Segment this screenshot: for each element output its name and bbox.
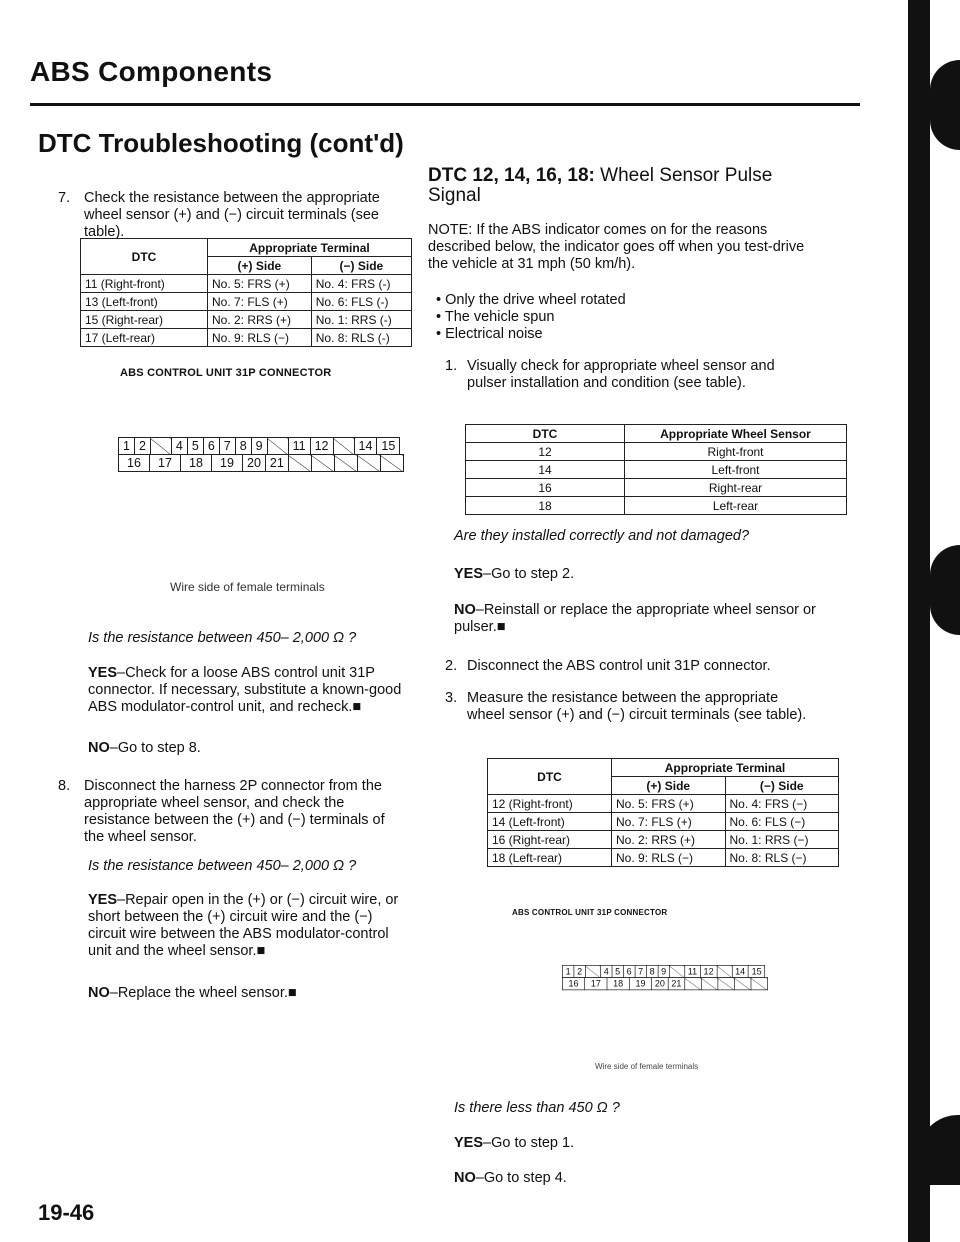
page-number: 19-46: [38, 1200, 95, 1225]
terminal-cell: 17: [150, 455, 181, 472]
table-row: [466, 443, 847, 461]
terminal-cell: 14: [354, 438, 377, 455]
step-text: Disconnect the harness 2P connector from the appropriate wheel sensor, and check the resistance between the (+) and (−) terminals of the wheel sensor.: [84, 778, 385, 845]
table-row: [466, 497, 847, 515]
step-3: [445, 690, 815, 724]
terminal-cell-blank: [288, 455, 311, 472]
no-text: –Reinstall or replace the appropriate wheel sensor or pulser.■: [454, 602, 816, 635]
terminal-cell: 16: [119, 455, 150, 472]
table-cell: 17 (Left-rear): [81, 329, 208, 347]
terminal-cell: 4: [600, 965, 611, 977]
terminal-table-left: [80, 238, 412, 347]
terminal-cell: 7: [219, 438, 235, 455]
table-cell: No. 9: RLS (−): [612, 849, 726, 867]
answer-yes-1-left: [88, 665, 413, 716]
step-number: 1.: [445, 358, 458, 374]
yes-text: –Check for a loose ABS control unit 31P connector. If necessary, substitute a known-good ABS modulator-control unit, and recheck.■: [88, 665, 402, 715]
terminal-cell-blank: [380, 455, 403, 472]
table-cell: No. 5: FRS (+): [208, 275, 312, 293]
terminal-cell: 8: [235, 438, 251, 455]
bullet-item: • Electrical noise: [436, 326, 543, 342]
step-7: [58, 190, 398, 241]
table-header-dtc: DTC: [466, 425, 625, 443]
table-header-plus: (+) Side: [612, 777, 726, 795]
table-cell: No. 8: RLS (−): [725, 849, 839, 867]
table-row: [466, 461, 847, 479]
yes-label: YES: [454, 1135, 484, 1151]
table-row: [81, 275, 412, 293]
connector-caption-bottom: Wire side of female terminals: [170, 580, 325, 594]
terminal-cell: 21: [668, 978, 684, 990]
no-label: NO: [454, 602, 476, 618]
bullet-text: Electrical noise: [445, 326, 543, 342]
question-1-right: Are they installed correctly and not damaged?: [454, 528, 750, 544]
step-2: [445, 658, 825, 675]
table-header-minus: (−) Side: [311, 257, 411, 275]
connector-grid-top: [118, 437, 400, 455]
yes-label: YES: [88, 665, 118, 681]
terminal-cell: 16: [562, 978, 584, 990]
table-cell: 12: [466, 443, 625, 461]
wheel-sensor-table: [465, 424, 847, 515]
table-cell: No. 2: RRS (+): [208, 311, 312, 329]
table-cell: No. 7: FLS (+): [208, 293, 312, 311]
terminal-cell: 12: [310, 438, 333, 455]
table-cell: 18 (Left-rear): [488, 849, 612, 867]
connector-diagram: [118, 437, 404, 472]
no-label: NO: [88, 985, 110, 1001]
connector-grid-bottom: [118, 454, 404, 472]
step-text: Check the resistance between the appropriate wheel sensor (+) and (−) circuit terminals (see table).: [84, 190, 380, 240]
bullet-item: • The vehicle spun: [436, 309, 555, 325]
terminal-cell-blank: [585, 965, 600, 977]
connector-grid-top: [562, 965, 765, 978]
terminal-cell-blank: [751, 978, 768, 990]
terminal-cell: 1: [119, 438, 135, 455]
yes-text: –Go to step 2.: [483, 566, 575, 582]
table-cell: No. 4: FRS (-): [311, 275, 411, 293]
terminal-cell-blank: [311, 455, 334, 472]
terminal-cell: 15: [377, 438, 400, 455]
right-title-bold: DTC 12, 14, 16, 18:: [428, 165, 595, 186]
note: NOTE: If the ABS indicator comes on for the reasons described below, the indicator goes off when you test-drive the vehicle at 31 mph (50 km/h).: [428, 222, 805, 272]
terminal-cell: 20: [652, 978, 668, 990]
page-header-title: ABS Components: [30, 56, 273, 87]
answer-no-1-left: [88, 740, 413, 757]
terminal-cell: 5: [187, 438, 203, 455]
table-cell: 16 (Right-rear): [488, 831, 612, 849]
table-cell: 11 (Right-front): [81, 275, 208, 293]
terminal-cell-blank: [357, 455, 380, 472]
table-cell: No. 4: FRS (−): [725, 795, 839, 813]
header-rule: [30, 103, 860, 106]
connector-caption-bottom-right: Wire side of female terminals: [595, 1062, 699, 1071]
table-cell: No. 1: RRS (−): [725, 831, 839, 849]
table-row: [81, 293, 412, 311]
table-header-terminal: Appropriate Terminal: [208, 239, 412, 257]
table-cell: Left-rear: [625, 497, 847, 515]
step-text: Disconnect the ABS control unit 31P connector.: [467, 658, 771, 674]
right-section-title: [428, 166, 798, 206]
answer-yes-1-right: [454, 566, 824, 583]
terminal-cell: 5: [612, 965, 623, 977]
table-cell: Right-rear: [625, 479, 847, 497]
terminal-cell-blank: [717, 965, 732, 977]
no-text: –Go to step 4.: [475, 1170, 567, 1186]
terminal-cell-blank: [718, 978, 735, 990]
table-row: [488, 795, 839, 813]
question-1-left: Is the resistance between 450– 2,000 Ω ?: [88, 630, 357, 646]
terminal-cell-blank: [734, 978, 751, 990]
terminal-table-right: [487, 758, 839, 867]
step-8: [58, 778, 408, 846]
table-cell: No. 6: FLS (−): [725, 813, 839, 831]
table-cell: Right-front: [625, 443, 847, 461]
no-text: –Replace the wheel sensor.■: [109, 985, 297, 1001]
terminal-cell-blank: [334, 455, 357, 472]
table-cell: No. 5: FRS (+): [612, 795, 726, 813]
table-cell: No. 9: RLS (−): [208, 329, 312, 347]
bullet-item: • Only the drive wheel rotated: [436, 292, 626, 308]
step-text: Visually check for appropriate wheel sensor and pulser installation and condition (see table).: [467, 358, 775, 391]
no-label: NO: [88, 740, 110, 756]
table-header-dtc: DTC: [488, 759, 612, 795]
terminal-cell: 20: [243, 455, 266, 472]
table-row: [81, 329, 412, 347]
table-header-minus: (−) Side: [725, 777, 839, 795]
connector-diagram-right: [562, 965, 768, 990]
terminal-cell: 4: [171, 438, 187, 455]
terminal-cell: 14: [732, 965, 748, 977]
table-header-dtc: DTC: [81, 239, 208, 275]
step-number: 2.: [445, 658, 458, 674]
terminal-cell-blank: [150, 438, 171, 455]
table-cell: 14 (Left-front): [488, 813, 612, 831]
terminal-cell: 2: [574, 965, 585, 977]
terminal-cell-blank: [701, 978, 718, 990]
connector-caption: ABS CONTROL UNIT 31P CONNECTOR: [120, 367, 332, 379]
table-cell: No. 8: RLS (-): [311, 329, 411, 347]
table-row: [488, 831, 839, 849]
answer-no-1-right: [454, 602, 824, 636]
terminal-cell: 1: [562, 965, 573, 977]
terminal-cell: 9: [251, 438, 267, 455]
yes-text: –Go to step 1.: [483, 1135, 575, 1151]
table-row: [466, 479, 847, 497]
terminal-cell: 2: [134, 438, 150, 455]
question-2-right: Is there less than 450 Ω ?: [454, 1100, 620, 1116]
yes-label: YES: [88, 892, 118, 908]
terminal-cell: 19: [212, 455, 243, 472]
table-cell: 13 (Left-front): [81, 293, 208, 311]
table-header-plus: (+) Side: [208, 257, 312, 275]
table-cell: 15 (Right-rear): [81, 311, 208, 329]
terminal-cell-blank: [685, 978, 702, 990]
terminal-cell: 15: [748, 965, 764, 977]
table-cell: No. 7: FLS (+): [612, 813, 726, 831]
terminal-cell-blank: [669, 965, 684, 977]
step-number: 8.: [58, 778, 71, 794]
no-label: NO: [454, 1170, 476, 1186]
terminal-cell: 11: [288, 438, 310, 455]
terminal-cell: 17: [585, 978, 607, 990]
table-cell: No. 1: RRS (-): [311, 311, 411, 329]
terminal-cell: 9: [658, 965, 669, 977]
page-edge-tab: [930, 545, 960, 635]
terminal-cell: 6: [623, 965, 634, 977]
step-number: 3.: [445, 690, 458, 706]
bullet-text: Only the drive wheel rotated: [445, 292, 626, 308]
terminal-cell: 12: [700, 965, 716, 977]
connector-grid-bottom: [562, 977, 768, 990]
answer-no-2-left: [88, 985, 413, 1002]
terminal-cell: 21: [265, 455, 288, 472]
table-cell: 18: [466, 497, 625, 515]
page-edge-bar: [908, 0, 930, 1242]
yes-text: –Repair open in the (+) or (−) circuit wire, or short between the (+) circuit wire and the (−) circuit wire between the ABS modulator-control unit and the wheel sensor.■: [88, 892, 399, 959]
answer-yes-2-right: [454, 1135, 754, 1152]
table-cell: Left-front: [625, 461, 847, 479]
table-cell: 16: [466, 479, 625, 497]
table-cell: 14: [466, 461, 625, 479]
section-title: DTC Troubleshooting (cont'd): [38, 128, 404, 158]
terminal-cell: 19: [629, 978, 651, 990]
answer-yes-2-left: [88, 892, 413, 960]
answer-no-2-right: [454, 1170, 754, 1187]
bullet-text: The vehicle spun: [444, 309, 555, 325]
right-title-rest: Wheel Sensor Pulse Signal: [428, 165, 773, 206]
terminal-cell-blank: [333, 438, 354, 455]
step-1: [445, 358, 815, 392]
table-cell: 12 (Right-front): [488, 795, 612, 813]
step-number: 7.: [58, 190, 71, 206]
yes-label: YES: [454, 566, 484, 582]
table-cell: No. 6: FLS (-): [311, 293, 411, 311]
connector-caption-right: ABS CONTROL UNIT 31P CONNECTOR: [512, 908, 668, 917]
terminal-cell: 7: [635, 965, 646, 977]
table-row: [81, 311, 412, 329]
page-edge-tab: [930, 60, 960, 150]
no-text: –Go to step 8.: [109, 740, 201, 756]
table-header-terminal: Appropriate Terminal: [612, 759, 839, 777]
terminal-cell: 8: [646, 965, 657, 977]
terminal-cell: 11: [684, 965, 700, 977]
terminal-cell-blank: [267, 438, 288, 455]
terminal-cell: 6: [203, 438, 219, 455]
table-row: [488, 813, 839, 831]
terminal-cell: 18: [181, 455, 212, 472]
table-cell: No. 2: RRS (+): [612, 831, 726, 849]
table-header-sensor: Appropriate Wheel Sensor: [625, 425, 847, 443]
question-2-left: Is the resistance between 450– 2,000 Ω ?: [88, 858, 357, 874]
bullet-list: [436, 292, 796, 343]
table-row: [488, 849, 839, 867]
step-text: Measure the resistance between the appropriate wheel sensor (+) and (−) circuit terminals (see table).: [467, 690, 807, 723]
terminal-cell: 18: [607, 978, 629, 990]
